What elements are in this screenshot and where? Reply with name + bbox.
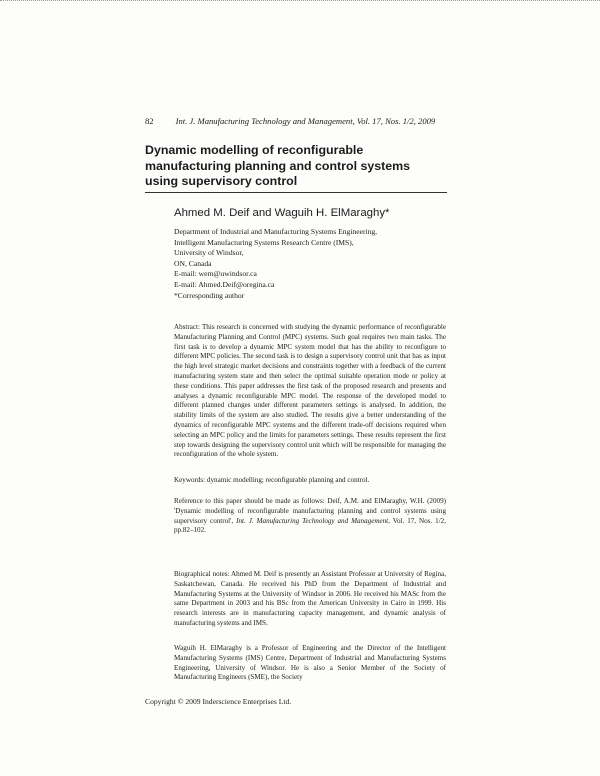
paper-title (145, 143, 445, 190)
abstract-label: Abstract: (174, 323, 201, 331)
affiliation-line: Intelligent Manufacturing Systems Research Centre (IMS), (174, 237, 354, 247)
bio-label: Biographical notes: (174, 570, 230, 578)
reference-note (174, 497, 446, 536)
keywords-label: Keywords: (174, 476, 206, 484)
keywords (174, 476, 446, 486)
scan-edge-line (0, 0, 600, 1)
bio-text-deif: Ahmed M. Deif is presently an Assistant Professor at University of Regina, Saskatchewan, Canada. He received his PhD from the Department of Industrial and Manufacturing Systems at the University of Windsor in 2006. He received his MASc from the same Department in 2003 and his BSc from the American University in Cairo in 1999. His research interests are in manufacturing capacity management, and dynamic analysis of manufacturing systems and IMS. (174, 570, 447, 627)
abstract (174, 323, 446, 460)
title-line: using supervisory control (145, 174, 298, 188)
bio-elmaraghy (174, 644, 446, 683)
title-rule (145, 192, 447, 193)
reference-journal: Int. J. Manufacturing Technology and Management, (236, 516, 390, 525)
affiliation-line: Department of Industrial and Manufacturing Systems Engineering, (174, 227, 378, 236)
email-line: E-mail: Ahmed.Deif@oregina.ca (174, 279, 275, 289)
title-line: manufacturing planning and control systems (145, 158, 411, 173)
running-header (145, 116, 445, 126)
email-line: E-mail: wem@uwindsor.ca (174, 269, 257, 279)
bio-text-elmaraghy: Waguih H. ElMaraghy is a Professor of Engineering and the Director of the Intelligent Manufacturing Systems (IMS) Centre, Department of Industrial and Manufacturing Systems Engineering, University of Windsor. He is also a Senior Member of the Society of Manufacturing Engineers (SME), the Society (174, 644, 446, 682)
keywords-text: dynamic modelling; reconfigurable planning and control. (206, 476, 370, 484)
abstract-text: This research is concerned with studying the dynamic performance of reconfigurable Manufacturing Planning and Control (MPC) systems. Such goal requires two main tasks. The first task is to develop a dynamic MPC system model that has the ability to reconfigure to different MPC policies. The second task is to design a supervisory control unit that has as input the high level strategic market decisions and constraints together with a feedback of the current manufacturing system state and then select the optimal suitable operation mode or policy at these conditions. This paper addresses the first task of the proposed research and presents and analyses a dynamic reconfigurable MPC model. The response of the developed model to different planned changes under different parameters settings is analysed. In addition, the stability limits of the system are also studied. The results give a better understanding of the dynamics of reconfigurable MPC systems and the different trade-off decisions required when selecting an MPC policy and the limits for parameters settings. These results represent the first step towards designing the supervisory control unit which will be responsible for managing the reconfiguration of the whole system. (174, 323, 446, 459)
author-names: Ahmed M. Deif and Waguih H. ElMaraghy* (174, 207, 390, 219)
biographical-notes (174, 570, 446, 629)
reference-text: Reference to this paper should be made as follows: Deif, A.M. and ElMaraghy, W.H. (2009) 'Dynamic modelling of reconfigurable manufacturing planning and control systems using supervisory control', (174, 497, 446, 525)
affiliation-line: ON, Canada (174, 258, 212, 268)
reference-volume: Vol. 17, Nos. 1/2, pp.82–102. (174, 516, 446, 535)
page-number: 82 (145, 116, 154, 126)
copyright-notice: Copyright © 2009 Inderscience Enterprises Ltd. (145, 697, 292, 706)
affiliation-line: University of Windsor, (174, 248, 244, 258)
title-line: Dynamic modelling of reconfigurable (145, 143, 364, 157)
corresponding-author-note: *Corresponding author (174, 290, 245, 300)
journal-citation: Int. J. Manufacturing Technology and Management, Vol. 17, Nos. 1/2, 2009 (175, 116, 436, 126)
affiliation-block (174, 227, 446, 301)
